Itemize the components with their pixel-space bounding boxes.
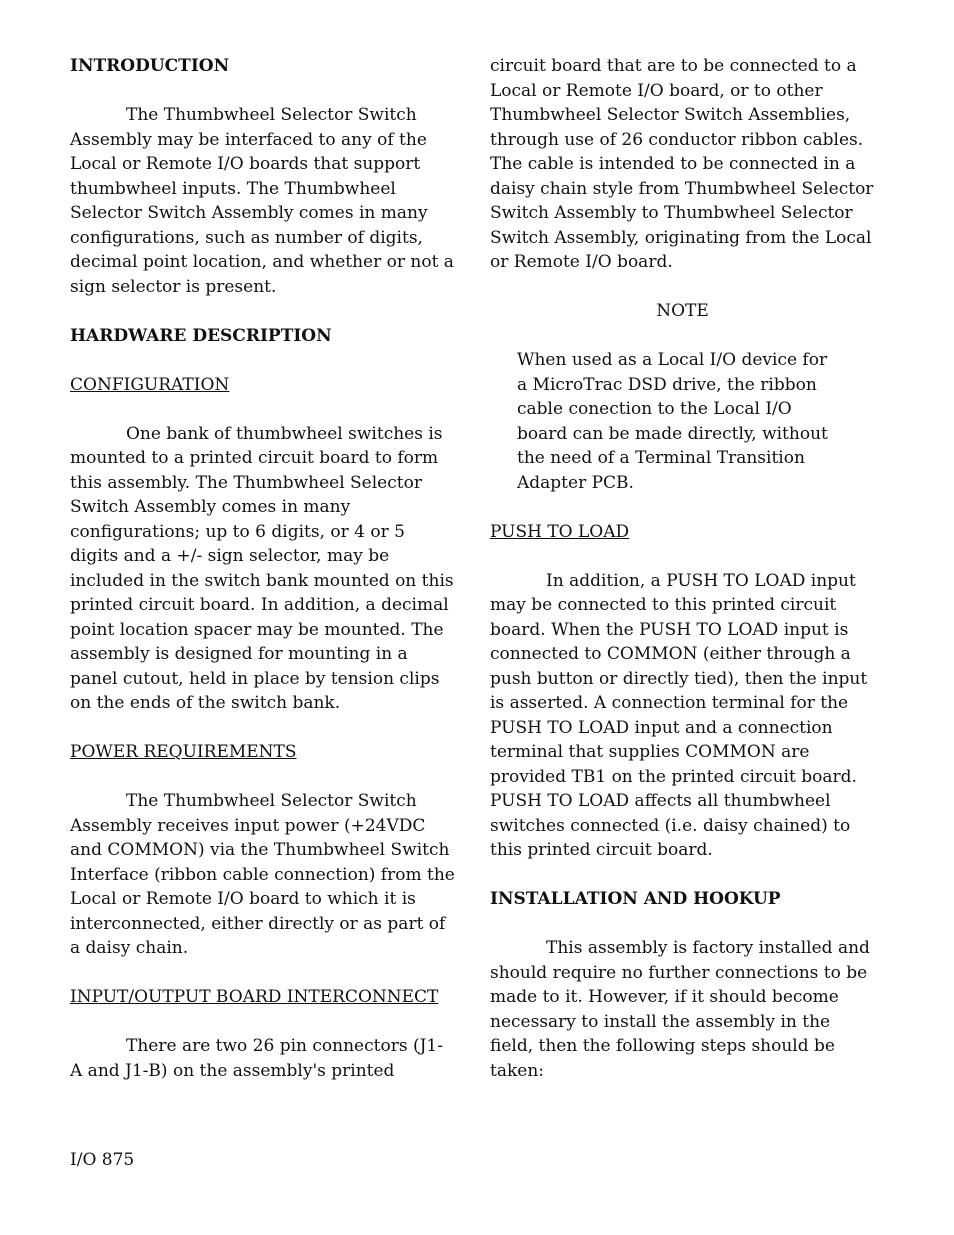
io-board-interconnect-continued: circuit board that are to be connected to a Local or Remote I/O board, or to other Thumbwheel Selector Switch Assemblies, through use of 26 conductor ribbon cables. The cable is intended to be connected in a daisy chain style from Thumbwheel Selector Switch Assembly to Thumbwheel Selector Switch Assembly, originating from the Local or Remote I/O board. — [490, 56, 874, 272]
push-to-load-paragraph: In addition, a PUSH TO LOAD input may be connected to this printed circuit board. When the PUSH TO LOAD input is connected to COMMON (either through a push button or directly tied), then the input is asserted. A connection terminal for the PUSH TO LOAD input and a connection terminal that supplies COMMON are provided TB1 on the printed circuit board. PUSH TO LOAD affects all thumbwheel switches connected (i.e. daisy chained) to this printed circuit board. — [490, 570, 868, 860]
right-column — [490, 54, 875, 1083]
introduction-paragraph: The Thumbwheel Selector Switch Assembly may be interfaced to any of the Local or Remote I/O boards that support thumbwheel inputs. The Thumbwheel Selector Switch Assembly comes in many configurations, such as number of digits, decimal point location, and whether or not a sign selector is present. — [70, 105, 454, 297]
note-title: NOTE — [656, 301, 709, 321]
configuration-paragraph: One bank of thumbwheel switches is mounted to a printed circuit board to form this assembly. The Thumbwheel Selector Switch Assembly comes in many configurations; up to 6 digits, or 4 or 5 digits and a +/- sign selector, may be included in the switch bank mounted on this printed circuit board. In addition, a decimal point location spacer may be mounted. The assembly is designed for mounting in a panel cutout, held in place by tension clips on the ends of the switch bank. — [70, 423, 454, 713]
note-paragraph: When used as a Local I/O device for a MicroTrac DSD drive, the ribbon cable conection to the Local I/O board can be made directly, without the need of a Terminal Transition Adapter PCB. — [517, 350, 828, 493]
left-column — [70, 54, 455, 1083]
introduction-heading: INTRODUCTION — [70, 56, 230, 76]
io-board-interconnect-paragraph: There are two 26 pin connectors (J1-A and J1-B) on the assembly's printed — [70, 1036, 443, 1081]
page-footer-label: I/O 875 — [70, 1150, 135, 1170]
configuration-heading: CONFIGURATION — [70, 374, 230, 395]
installation-paragraph: This assembly is factory installed and should require no further connections to be made to it. However, if it should become necessary to install the assembly in the field, then the following steps should be taken: — [490, 938, 870, 1081]
io-board-interconnect-heading: INPUT/OUTPUT BOARD INTERCONNECT — [70, 987, 439, 1007]
power-requirements-heading: POWER REQUIREMENTS — [70, 742, 297, 762]
installation-heading: INSTALLATION AND HOOKUP — [490, 889, 781, 909]
push-to-load-heading: PUSH TO LOAD — [490, 521, 630, 542]
hardware-description-heading: HARDWARE DESCRIPTION — [70, 325, 332, 346]
power-requirements-paragraph: The Thumbwheel Selector Switch Assembly receives input power (+24VDC and COMMON) via the Thumbwheel Switch Interface (ribbon cable connection) from the Local or Remote I/O board to which it is interconnected, either directly or as part of a daisy chain. — [70, 791, 455, 958]
